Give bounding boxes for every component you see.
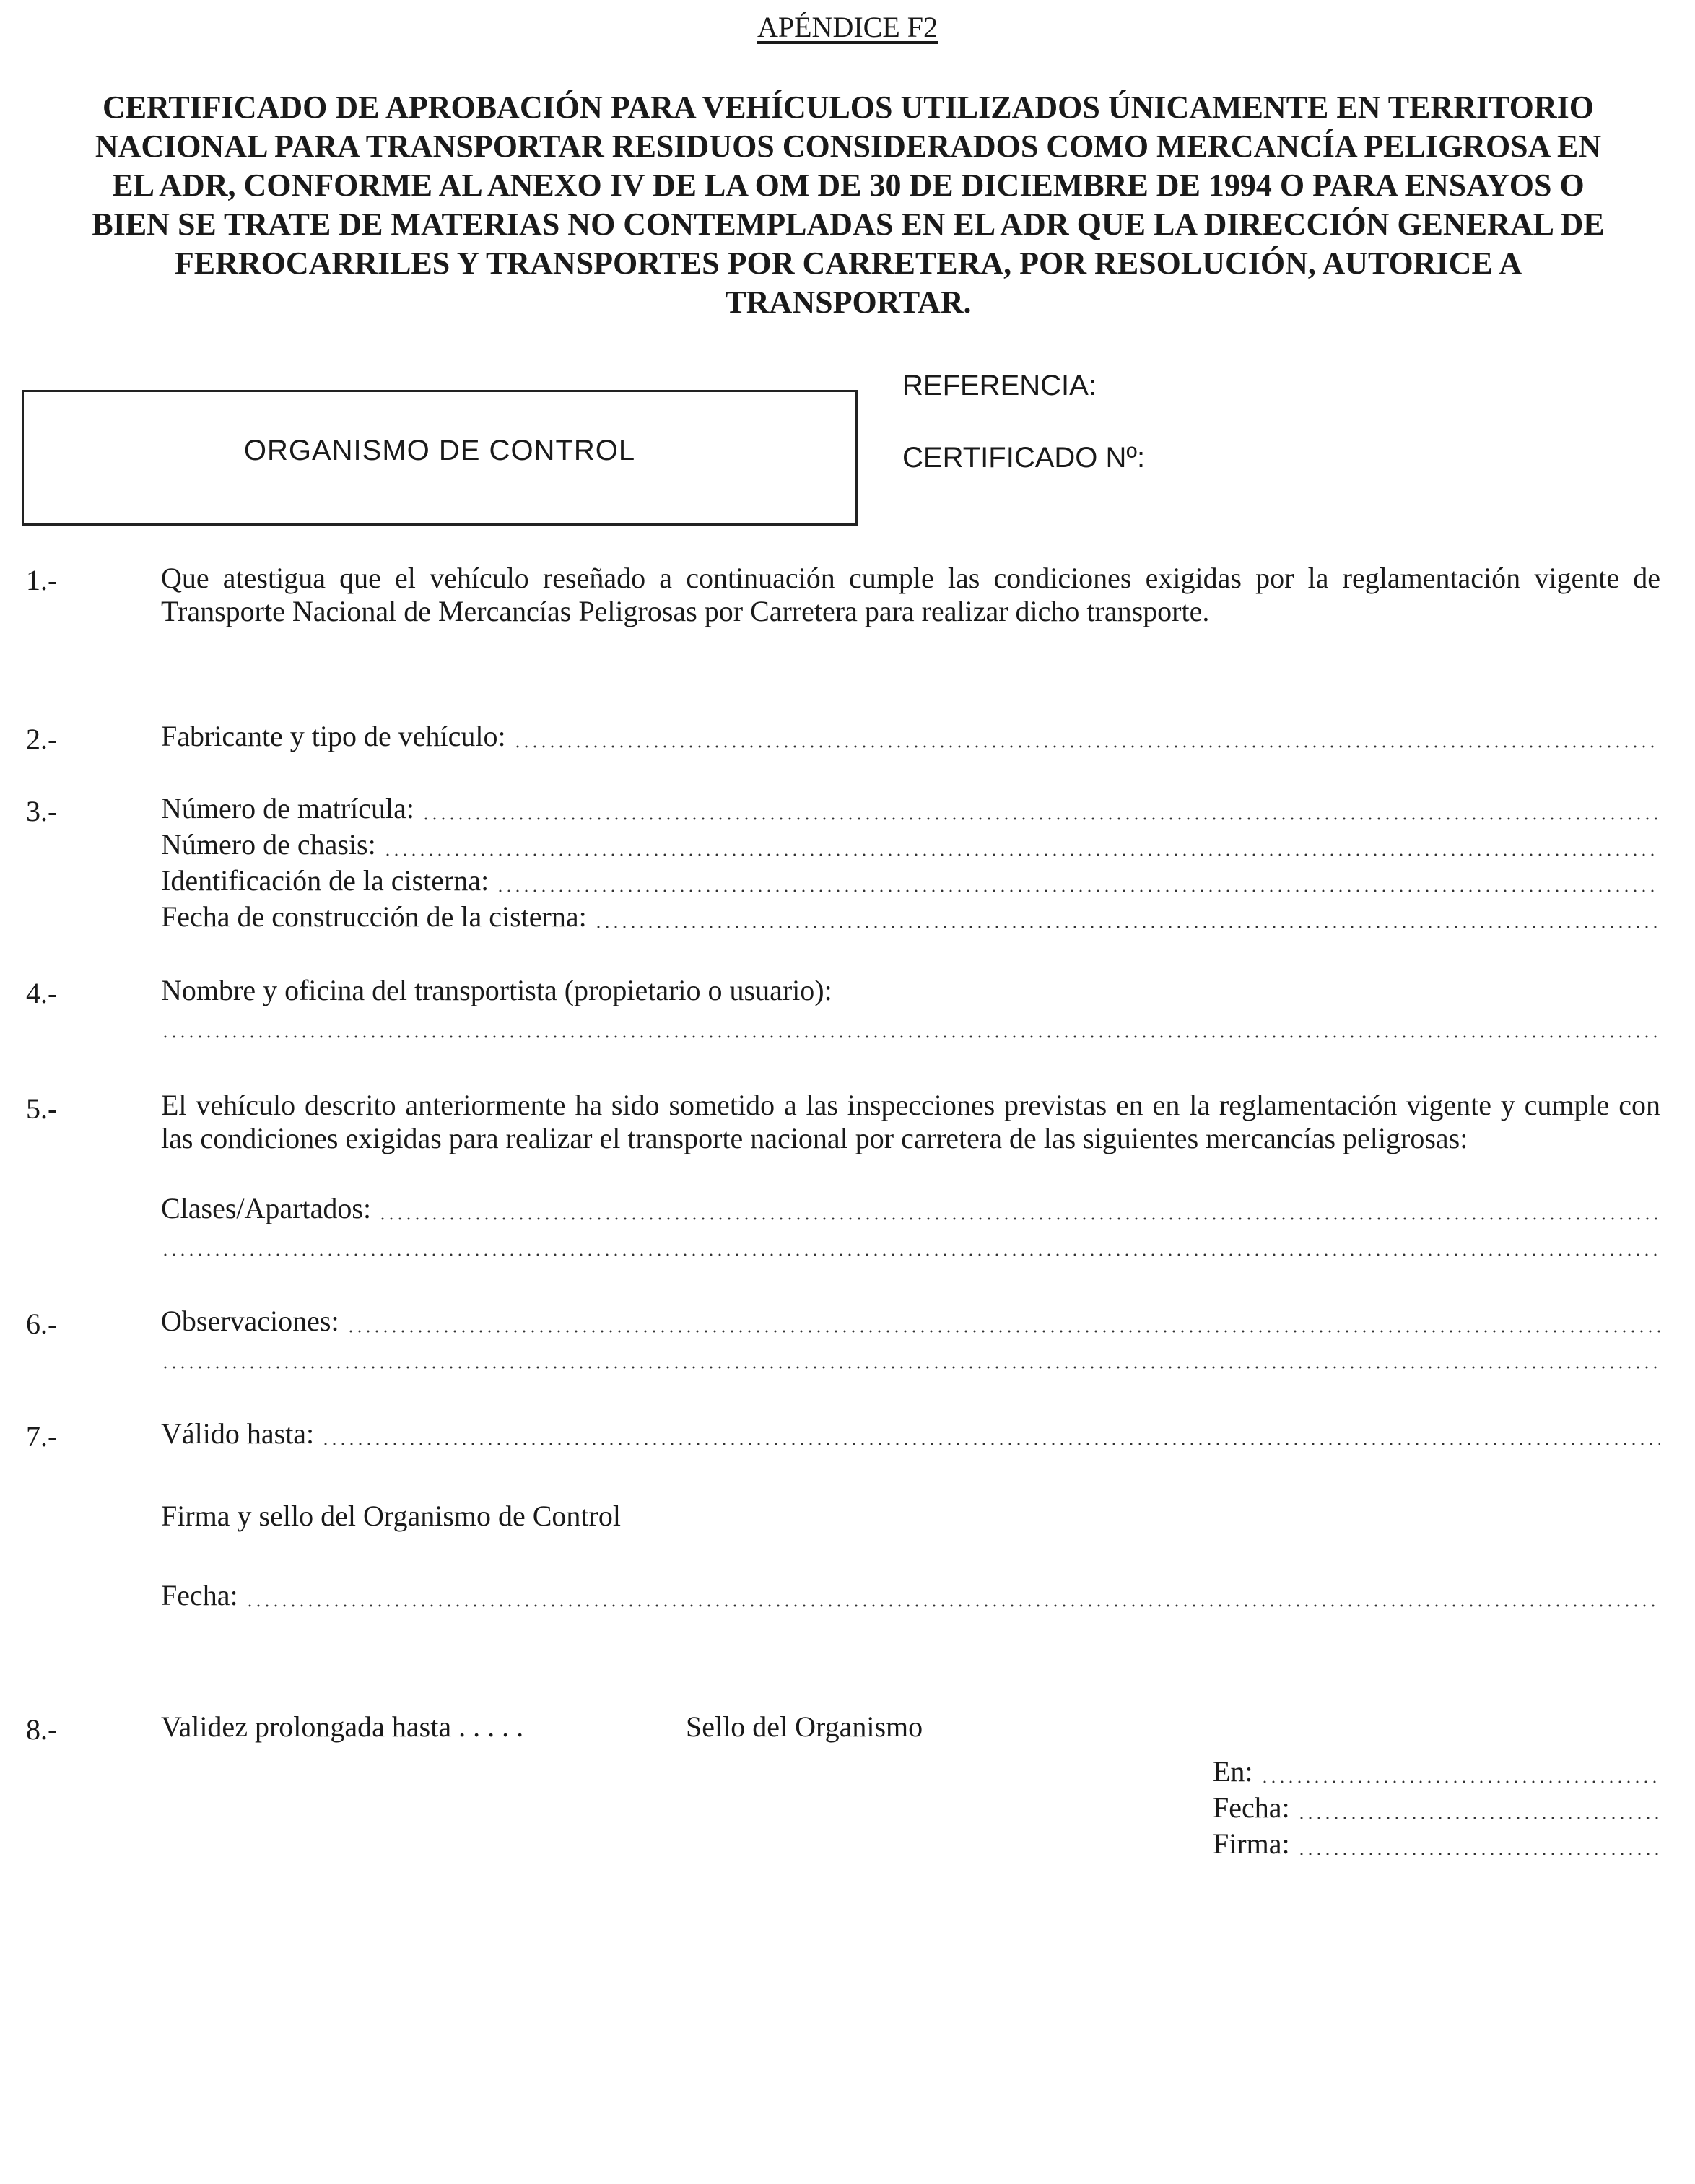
manufacturer-type-label: Fabricante y tipo de vehículo: <box>161 720 506 752</box>
observations-field[interactable] <box>161 1304 1660 1340</box>
dotted-fill <box>383 853 1660 856</box>
place-field[interactable] <box>1213 1754 1660 1791</box>
signature-label: Firma: <box>1213 1827 1290 1860</box>
control-organism-label: ORGANISMO DE CONTROL <box>243 434 636 466</box>
dotted-fill <box>422 817 1660 820</box>
reference-label: REFERENCIA: <box>902 370 1097 401</box>
item-number-3: 3.- <box>26 795 58 827</box>
chassis-number-label: Número de chasis: <box>161 828 376 861</box>
item-number-6: 6.- <box>26 1308 58 1340</box>
classes-sections-field-2[interactable] <box>161 1227 1660 1263</box>
control-organism-box <box>22 390 858 526</box>
appendix-heading: APÉNDICE F2 <box>757 11 938 43</box>
valid-until-label: Válido hasta: <box>161 1417 315 1450</box>
place-label: En: <box>1213 1755 1253 1788</box>
dotted-fill <box>245 1604 1660 1607</box>
item-number-7: 7.- <box>26 1420 58 1453</box>
tank-construction-date-label: Fecha de construcción de la cisterna: <box>161 900 587 933</box>
extension-date-field[interactable] <box>1213 1791 1660 1827</box>
registration-number-field[interactable] <box>161 791 1660 827</box>
extension-date-label: Fecha: <box>1213 1791 1290 1824</box>
organism-seal-label: Sello del Organismo <box>686 1710 923 1743</box>
dotted-fill <box>161 1035 1660 1038</box>
registration-number-label: Número de matrícula: <box>161 792 414 825</box>
tank-identification-label: Identificación de la cisterna: <box>161 864 489 897</box>
item-number-8: 8.- <box>26 1713 58 1746</box>
carrier-name-label: Nombre y oficina del transportista (propietario o usuario): <box>161 974 832 1006</box>
chassis-number-field[interactable] <box>161 827 1660 863</box>
dotted-fill <box>1297 1817 1660 1819</box>
tank-identification-field[interactable] <box>161 863 1660 900</box>
dotted-fill <box>161 1366 1660 1369</box>
item-5-text: El vehículo descrito anteriormente ha sido sometido a las inspecciones previstas en en la reglamentación vigente y cumple con las condiciones exigidas para realizar el transporte nacional por carretera de las siguientes mercancías peligrosas: <box>161 1089 1660 1154</box>
classes-sections-field[interactable] <box>161 1191 1660 1227</box>
observations-field-2[interactable] <box>161 1340 1660 1376</box>
carrier-name-field[interactable] <box>161 1009 1660 1045</box>
valid-until-field[interactable] <box>161 1417 1660 1453</box>
date-field[interactable] <box>161 1578 1660 1614</box>
tank-construction-date-field[interactable] <box>161 900 1660 936</box>
dotted-fill <box>513 745 1660 748</box>
dotted-fill <box>594 926 1660 928</box>
certificate-title: CERTIFICADO DE APROBACIÓN PARA VEHÍCULOS UTILIZADOS ÚNICAMENTE EN TERRITORIO NACIONAL PARA TRANSPORTAR RESIDUOS CONSIDERADOS COMO MERCANCÍA PELIGROSA EN EL ADR, CONFORME AL ANEXO IV DE LA OM DE 30 DE DICIEMBRE DE 1994 O PARA ENSAYOS O BIEN SE TRATE DE MATERIAS NO CONTEMPLADAS EN EL ADR QUE LA DIRECCIÓN GENERAL DE FERROCARRILES Y TRANSPORTES POR CARRETERA, POR RESOLUCIÓN, AUTORICE A TRANSPORTAR. <box>92 90 1605 320</box>
manufacturer-type-field[interactable] <box>161 719 1660 755</box>
dotted-fill <box>347 1330 1660 1333</box>
dotted-fill <box>1260 1780 1660 1783</box>
dotted-fill <box>496 889 1660 892</box>
item-number-1: 1.- <box>26 564 58 596</box>
classes-sections-label: Clases/Apartados: <box>161 1192 372 1224</box>
date-label: Fecha: <box>161 1579 238 1611</box>
item-number-5: 5.- <box>26 1092 58 1125</box>
extended-validity-label: Validez prolongada hasta . . . . . <box>161 1710 524 1743</box>
observations-label: Observaciones: <box>161 1305 339 1337</box>
dotted-fill <box>321 1443 1660 1445</box>
dotted-fill <box>161 1253 1660 1256</box>
item-1-text: Que atestigua que el vehículo reseñado a continuación cumple las condiciones exigidas por la reglamentación vigente de Transporte Nacional de Mercancías Peligrosas por Carretera para realizar dicho transporte. <box>161 562 1660 627</box>
dotted-fill <box>378 1217 1660 1220</box>
signature-field[interactable] <box>1213 1827 1660 1863</box>
signature-seal-label: Firma y sello del Organismo de Control <box>161 1500 621 1532</box>
dotted-fill <box>1297 1853 1660 1855</box>
certificate-number-label: CERTIFICADO Nº: <box>902 442 1146 474</box>
item-number-4: 4.- <box>26 977 58 1009</box>
item-number-2: 2.- <box>26 723 58 755</box>
